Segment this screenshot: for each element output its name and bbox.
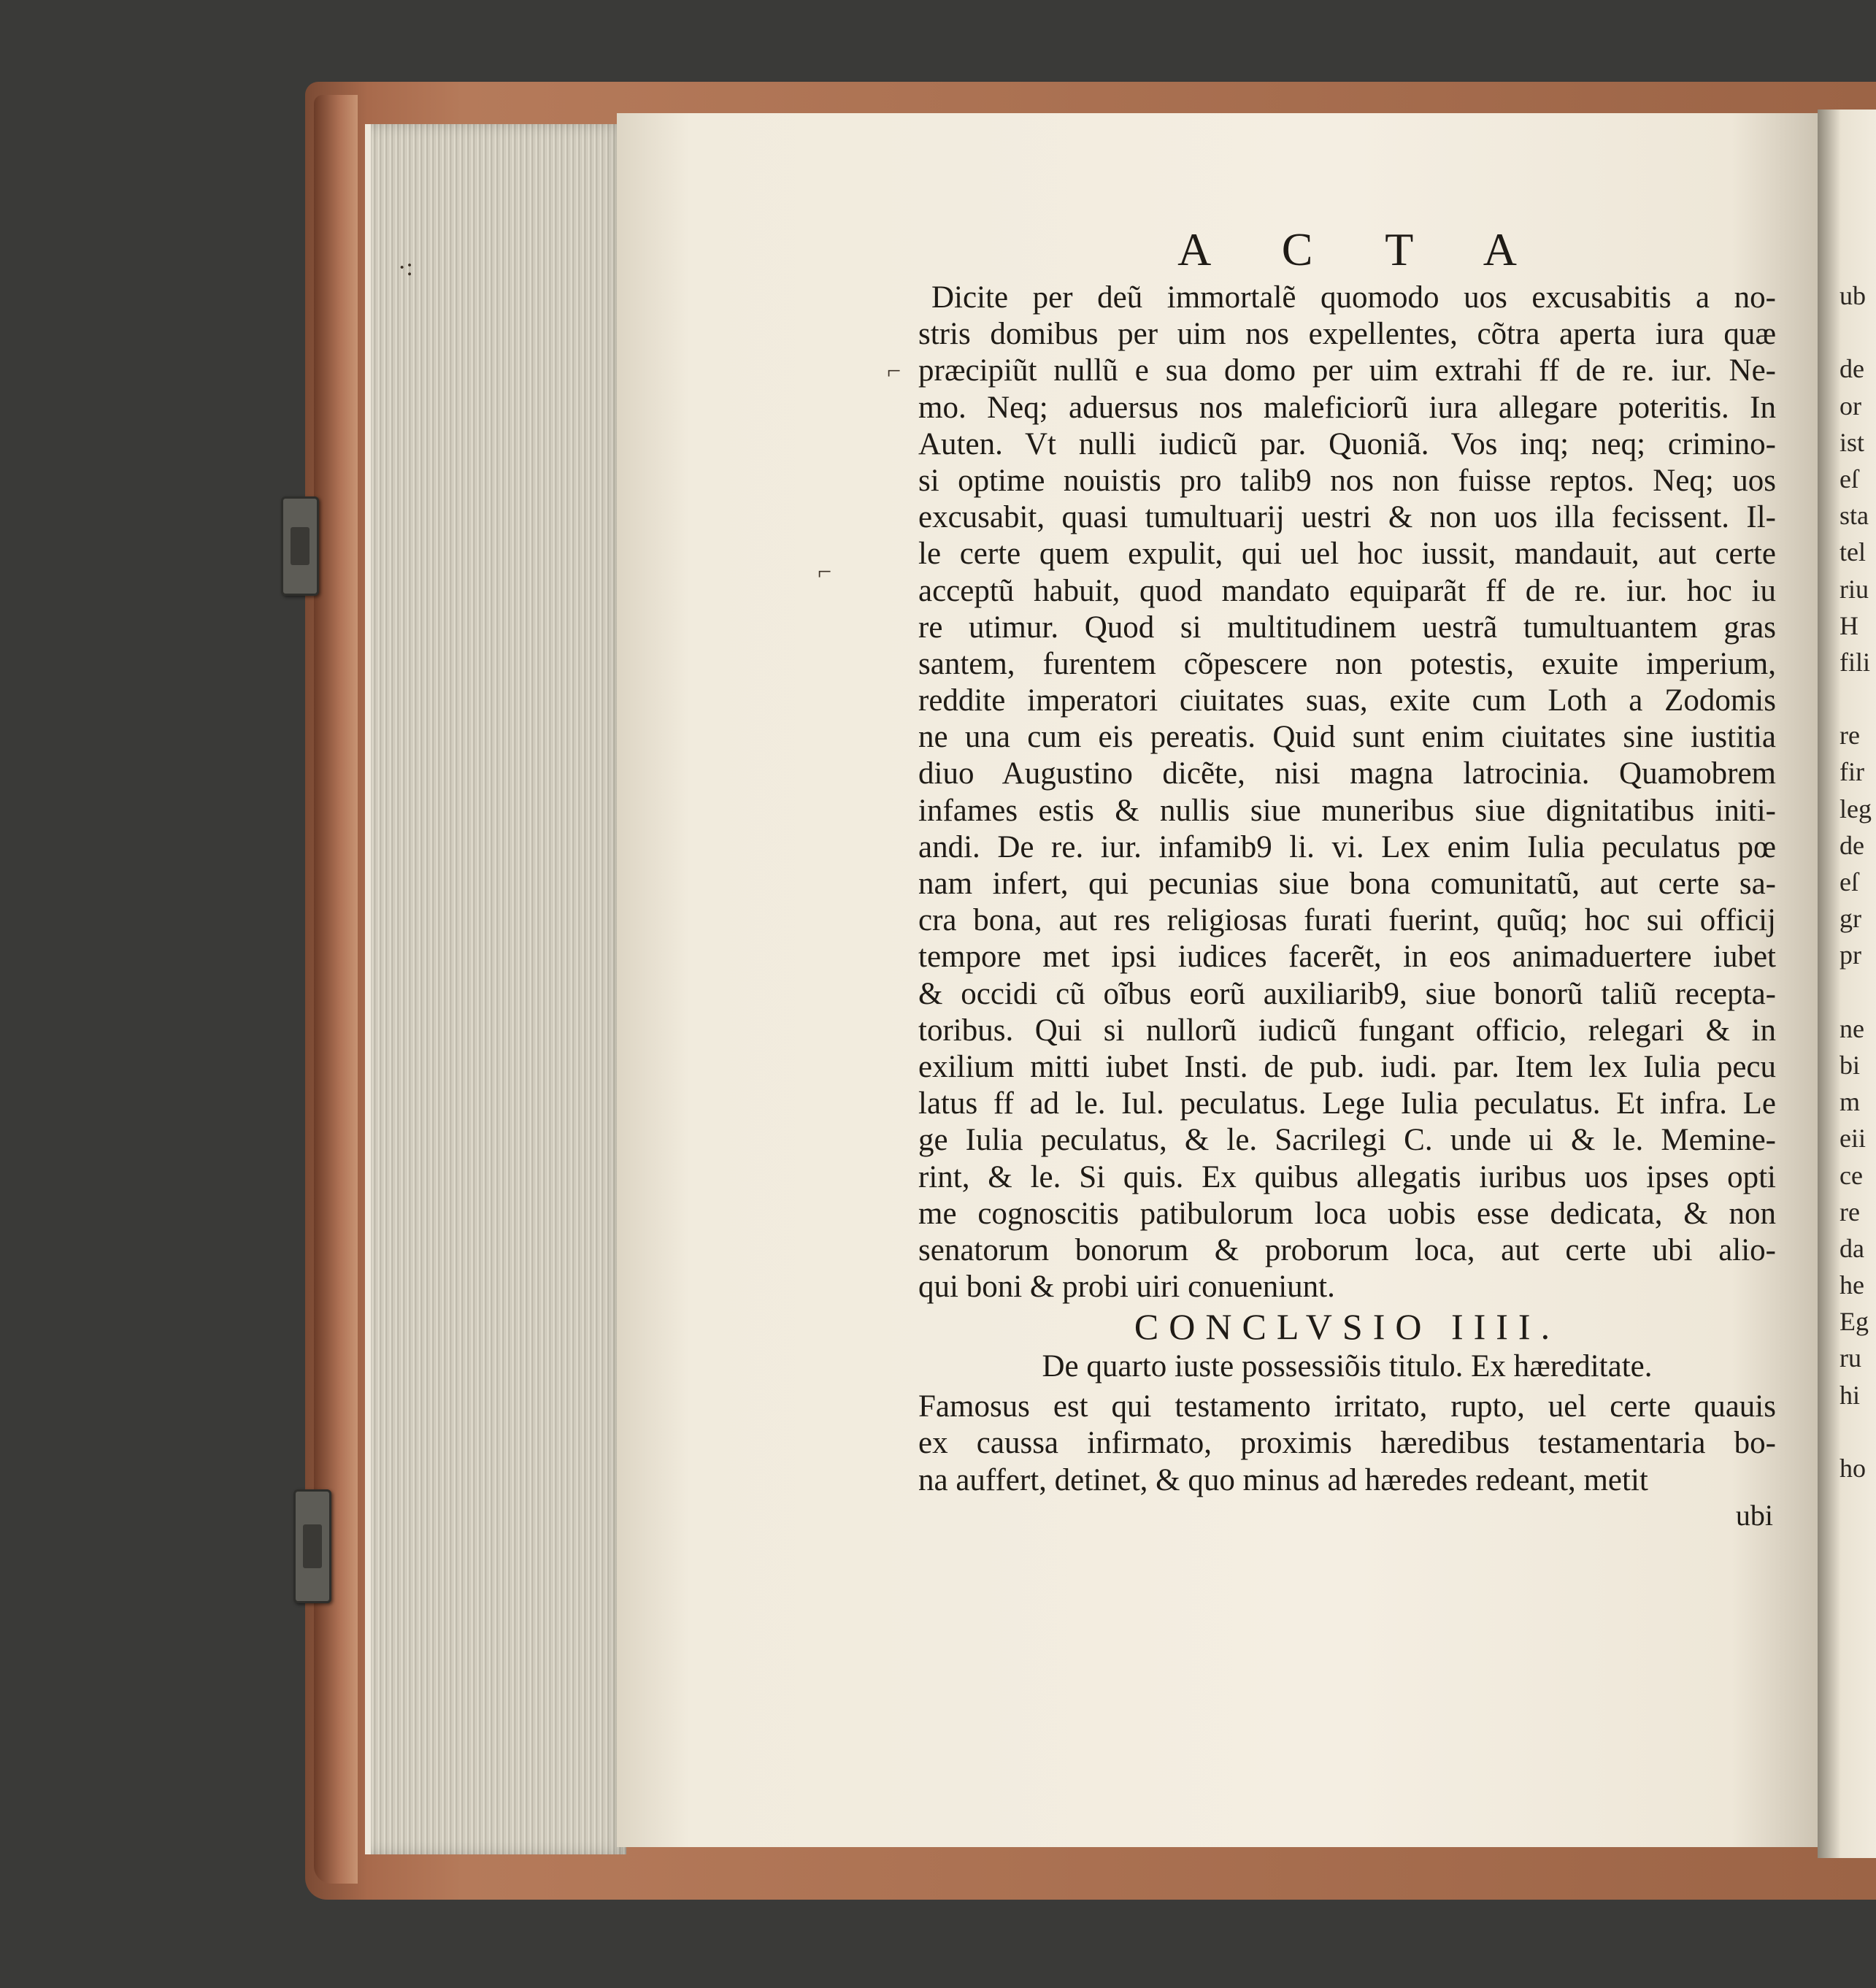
text-line: si optime nouistis pro talib9 nos non fuisse reptos. Neq; uos xyxy=(918,463,1776,498)
text-line: na auffert, detinet, & quo minus ad hæredes redeant, metit xyxy=(918,1462,1648,1497)
text-line: Dicite per deũ immortalẽ quomodo uos excusabitis a no- xyxy=(931,280,1776,315)
text-line: senatorum bonorum & proborum loca, aut certe ubi alio- xyxy=(918,1232,1776,1267)
facing-page-fragment: de xyxy=(1840,830,1864,860)
text-line: acceptũ habuit, quod mandato equiparãt ff de re. iur. hoc iu xyxy=(918,573,1776,608)
facing-page-fragment: fir xyxy=(1840,757,1864,787)
text-line: Auten. Vt nulli iudicũ par. Quoniã. Vos inq; neq; crimino- xyxy=(918,426,1776,461)
cover-spine-edge xyxy=(314,95,358,1884)
facing-page-fragment xyxy=(1840,974,1872,1010)
facing-page-fragment: m xyxy=(1840,1087,1861,1117)
facing-page-fragment: re xyxy=(1840,721,1860,751)
facing-page-fragment: fili xyxy=(1840,647,1870,677)
facing-page-fragment: he xyxy=(1840,1270,1864,1300)
facing-page-fragment: re xyxy=(1840,1197,1860,1227)
facing-page-fragment: Eg xyxy=(1840,1307,1869,1337)
catchword: ubi xyxy=(1735,1498,1773,1532)
facing-page-fragment: eſ xyxy=(1840,464,1858,494)
facing-page-fragment: or xyxy=(1840,391,1861,421)
text-line: andi. De re. iur. infamib9 li. vi. Lex enim Iulia peculatus pœ xyxy=(918,829,1776,864)
ink-mark: ⌐ xyxy=(818,559,832,586)
text-line: rint, & le. Si quis. Ex quibus allegatis iuribus uos ipses opti xyxy=(918,1159,1776,1194)
text-line: nam infert, qui pecunias siue bona comunitatũ, aut certe sa- xyxy=(918,867,1776,901)
text-line: ge Iulia peculatus, & le. Sacrilegi C. unde ui & le. Memine- xyxy=(918,1123,1776,1158)
text-line: latus ff ad le. Iul. peculatus. Lege Iulia peculatus. Et infra. Le xyxy=(918,1086,1776,1121)
text-line: stris domibus per uim nos expellentes, cõtra aperta iura quæ xyxy=(918,317,1776,352)
text-line: præcipiũt nullũ e sua domo per uim extrahi ff de re. iur. Ne- xyxy=(918,353,1776,388)
facing-page-fragment xyxy=(1840,314,1872,350)
facing-page-fragment: hi xyxy=(1840,1380,1861,1410)
facing-page-fragment xyxy=(1840,1413,1872,1450)
page-block-edge xyxy=(365,124,626,1854)
text-line: qui boni & probi uiri conueniunt. xyxy=(918,1270,1335,1305)
text-line: Famosus est qui testamento irritato, rupto, uel certe quauis xyxy=(918,1389,1776,1424)
facing-page-fragment: eſ xyxy=(1840,867,1858,897)
ink-mark: ⌐ xyxy=(887,358,902,385)
facing-page-fragment: ub xyxy=(1840,281,1866,310)
running-head: A C T A xyxy=(1177,223,1548,275)
facing-page-fragment: leg xyxy=(1840,794,1872,824)
section-paragraph xyxy=(918,1389,1776,1499)
text-line: reddite imperatori ciuitates suas, exite cum Loth a Zodomis xyxy=(918,683,1776,718)
facing-page-fragment: sta xyxy=(1840,501,1869,531)
section-title: CONCLVSIO IIII. xyxy=(1134,1306,1561,1348)
facing-page-fragment: ist xyxy=(1840,427,1865,457)
body-paragraph xyxy=(918,280,1776,1305)
text-line: infames estis & nullis siue muneribus siue dignitatibus initi- xyxy=(918,793,1776,828)
facing-page-fragment: ne xyxy=(1840,1013,1864,1043)
facing-page-fragment: ru xyxy=(1840,1343,1861,1373)
facing-page-fragment: de xyxy=(1840,354,1864,384)
facing-page-fragment: gr xyxy=(1840,904,1861,934)
text-line: toribus. Qui si nullorũ iudicũ fungant officio, relegari & in xyxy=(918,1013,1776,1048)
text-line: re utimur. Quod si multitudinem uestrã tumultuantem gras xyxy=(918,610,1776,645)
page-text xyxy=(918,221,1776,1532)
text-line: tempore met ipsi iudices facerẽt, in eos animaduertere iubet xyxy=(918,940,1776,975)
text-line: exilium mitti iubet Insti. de pub. iudi. par. Item lex Iulia pecu xyxy=(918,1049,1776,1084)
text-line: santem, furentem cõpescere non potestis, exuite imperium, xyxy=(918,646,1776,681)
text-line: le certe quem expulit, qui uel hoc iussit, mandauit, aut certe xyxy=(918,537,1776,572)
facing-page-fragment: tel xyxy=(1840,537,1866,567)
facing-page-fragment: da xyxy=(1840,1233,1864,1263)
facing-page-fragment: riu xyxy=(1840,574,1869,604)
facing-page-fragment: eii xyxy=(1840,1124,1866,1154)
text-line: ex caussa infirmato, proximis hæredibus testamentaria bo- xyxy=(918,1426,1776,1461)
section-subtitle: De quarto iuste possessiõis titulo. Ex hæreditate. xyxy=(1042,1349,1653,1384)
facing-page-fragment: ce xyxy=(1840,1160,1863,1190)
text-line: excusabit, quasi tumultuarij uestri & non uos illa fecissent. Il- xyxy=(918,500,1776,535)
text-line: mo. Neq; aduersus nos maleficiorũ iura allegare poteritis. In xyxy=(918,390,1776,425)
text-line: cra bona, aut res religiosas furati fuerint, quũq; hoc sui officij xyxy=(918,903,1776,938)
text-line: & occidi cũ oĩbus eorũ auxiliarib9, siue bonorũ taliũ recepta- xyxy=(918,976,1776,1011)
facing-page-fragment: ho xyxy=(1840,1454,1866,1483)
ink-mark: ·: xyxy=(398,254,413,281)
facing-page-fragments xyxy=(1840,277,1872,1486)
lower-clasp xyxy=(293,1489,331,1603)
facing-page-fragment: pr xyxy=(1840,940,1861,970)
text-line: ne una cum eis pereatis. Quid sunt enim ciuitates sine iustitia xyxy=(918,720,1776,755)
upper-clasp xyxy=(281,496,319,596)
text-line: me cognoscitis patibulorum loca uobis esse dedicata, & non xyxy=(918,1196,1776,1231)
facing-page-fragment xyxy=(1840,680,1872,717)
facing-page-fragment: bi xyxy=(1840,1050,1861,1080)
facing-page-fragment: H xyxy=(1840,610,1858,640)
text-line: diuo Augustino dicẽte, nisi magna latrocinia. Quamobrem xyxy=(918,756,1776,791)
